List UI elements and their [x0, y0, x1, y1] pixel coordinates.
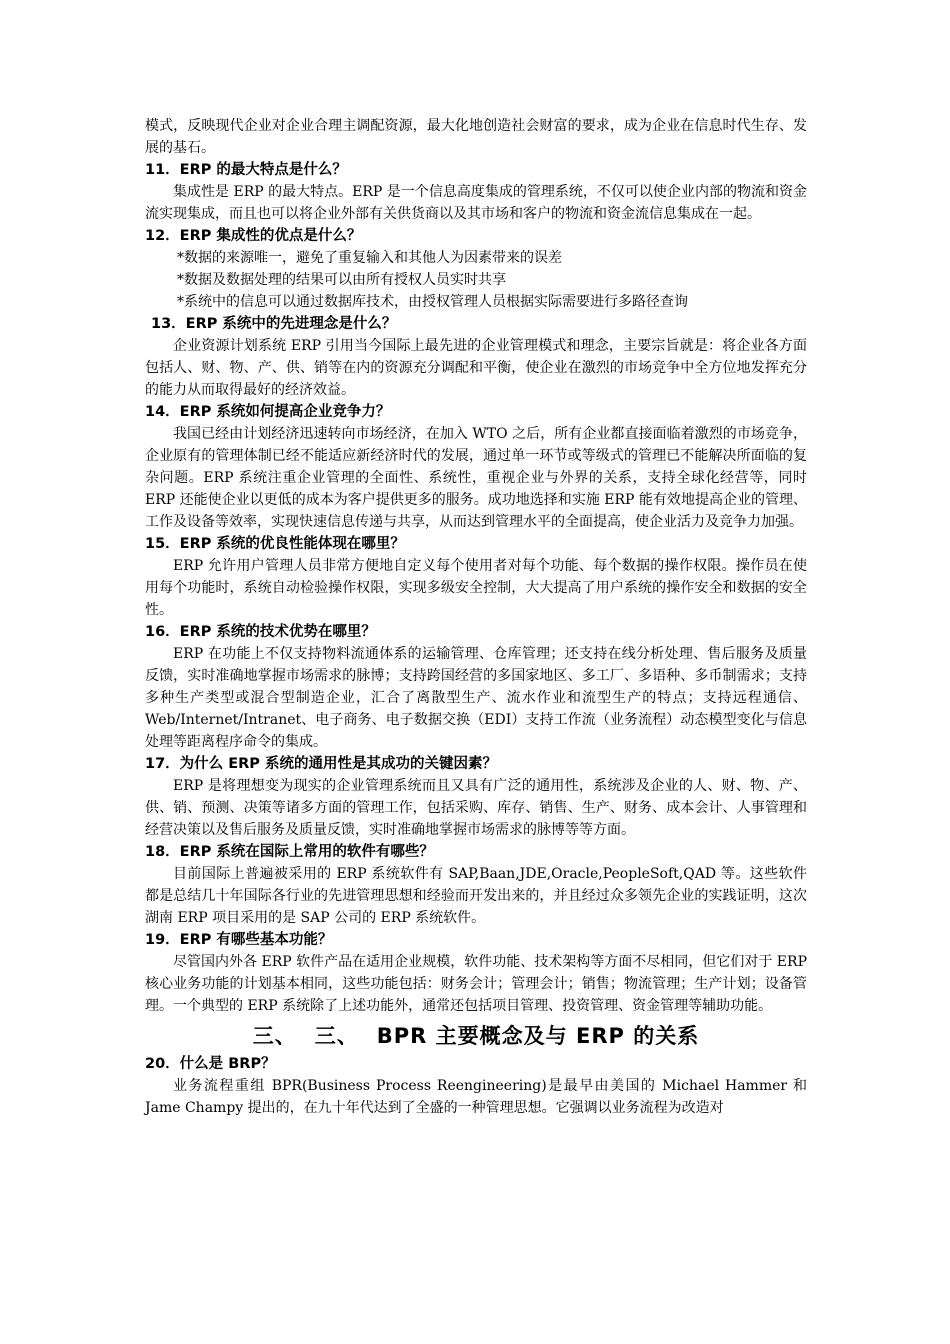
answer-18-paragraph: 目前国际上普遍被采用的 ERP 系统软件有 SAP,Baan,JDE,Oracle,PeopleSoft,QAD 等。这些软件都是总结几十年国际各行业的先进管理思想和经验而开发出来的，并且经过众多领先企业的实践证明，这次湖南 ERP 项目采用的是 SAP 公司的 ERP 系统软件。: [145, 866, 807, 926]
section-number: 三、: [314, 1024, 359, 1048]
question-19-heading: 19．ERP 有哪些基本功能？: [145, 932, 333, 948]
question-13-heading: 13．ERP 系统中的先进理念是什么？: [151, 316, 397, 332]
question-14-heading: 14．ERP 系统如何提高企业竞争力？: [145, 404, 391, 420]
answer-16-paragraph: ERP 在功能上不仅支持物料流通体系的运输管理、仓库管理；还支持在线分析处理、售后服务及质量反馈，实时准确地掌握市场需求的脉博；支持跨国经营的多国家地区、多工厂、多语种、多币制需求；支持多种生产类型或混合型制造企业，汇合了离散型生产、流水作业和流型生产的特点；支持远程通信、Web/Internet/Intranet、电子商务、电子数据交换（EDI）支持工作流（业务流程）动态模型变化与信息处理等距离程序命令的集成。: [145, 646, 807, 750]
intro-paragraph: 模式，反映现代企业对企业合理主调配资源，最大化地创造社会财富的要求，成为企业在信息时代生存、发展的基石。: [145, 118, 807, 156]
answer-11-paragraph: 集成性是 ERP 的最大特点。ERP 是一个信息高度集成的管理系统，不仅可以使企业内部的物流和资金流实现集成，而且也可以将企业外部有关供货商以及其市场和客户的物流和资金流信息集成在一起。: [145, 184, 807, 222]
section-number: 三、: [252, 1024, 297, 1048]
question-17-heading: 17．为什么 ERP 系统的通用性是其成功的关键因素？: [145, 756, 497, 772]
question-16-heading: 16．ERP 系统的技术优势在哪里？: [145, 624, 376, 640]
question-15-heading: 15．ERP 系统的优良性能体现在哪里？: [145, 536, 405, 552]
answer-12-bullet: *数据的来源唯一，避免了重复输入和其他人为因素带来的误差: [177, 250, 562, 266]
answer-17-paragraph: ERP 是将理想变为现实的企业管理系统而且又具有广泛的通用性，系统涉及企业的人、财、物、产、供、销、预测、决策等诸多方面的管理工作，包括采购、库存、销售、生产、财务、成本会计、人事管理和经营决策以及售后服务及质量反馈，实时准确地掌握市场需求的脉博等等方面。: [145, 778, 807, 838]
answer-14-paragraph: 我国已经由计划经济迅速转向市场经济，在加入 WTO 之后，所有企业都直接面临着激烈的市场竞争，企业原有的管理体制已经不能适应新经济时代的发展，通过单一环节或等级式的管理已不能解决所面临的复杂问题。ERP 系统注重企业管理的全面性、系统性，重视企业与外界的关系，支持全球化经营等，同时 ERP 还能使企业以更低的成本为客户提供更多的服务。成功地选择和实施 ERP 能有效地提高企业的管理、工作及设备等效率，实现快速信息传递与共享，从而达到管理水平的全面提高，使企业活力及竞争力加强。: [145, 426, 807, 530]
answer-19-paragraph: 尽管国内外各 ERP 软件产品在适用企业规模，软件功能、技术架构等方面不尽相同，但它们对于 ERP 核心业务功能的计划基本相同，这些功能包括：财务会计；管理会计；销售；物流管理；生产计划；设备管理。一个典型的 ERP 系统除了上述功能外，通常还包括项目管理、投资管理、资金管理等辅助功能。: [145, 954, 807, 1014]
answer-12-bullet: *数据及数据处理的结果可以由所有授权人员实时共享: [177, 272, 506, 288]
answer-12-bullet: *系统中的信息可以通过数据库技术，由授权管理人员根据实际需要进行多路径查询: [177, 294, 688, 310]
answer-20-paragraph: 业务流程重组 BPR(Business Process Reengineering)是最早由美国的 Michael Hammer 和 Jame Champy 提出的，在九十年代达到了全盛的一种管理思想。它强调以业务流程为改造对: [145, 1078, 807, 1116]
answer-15-paragraph: ERP 允许用户管理人员非常方便地自定义每个使用者对每个功能、每个数据的操作权限。操作员在使用每个功能时，系统自动检验操作权限，实现多级安全控制，大大提高了用户系统的操作安全和数据的安全性。: [145, 558, 807, 618]
section-title: BPR 主要概念及与 ERP 的关系: [376, 1024, 700, 1048]
question-18-heading: 18．ERP 系统在国际上常用的软件有哪些？: [145, 844, 434, 860]
question-12-heading: 12．ERP 集成性的优点是什么？: [145, 228, 362, 244]
answer-13-paragraph: 企业资源计划系统 ERP 引用当今国际上最先进的企业管理模式和理念，主要宗旨就是：将企业各方面包括人、财、物、产、供、销等在内的资源充分调配和平衡，使企业在激烈的市场竞争中全方位地发挥充分的能力从而取得最好的经济效益。: [145, 338, 807, 398]
document-page: [145, 115, 807, 1119]
question-20-heading: 20．什么是 BRP？: [145, 1056, 276, 1072]
question-11-heading: 11．ERP 的最大特点是什么？: [145, 162, 347, 178]
section-3-heading: [145, 1019, 807, 1053]
